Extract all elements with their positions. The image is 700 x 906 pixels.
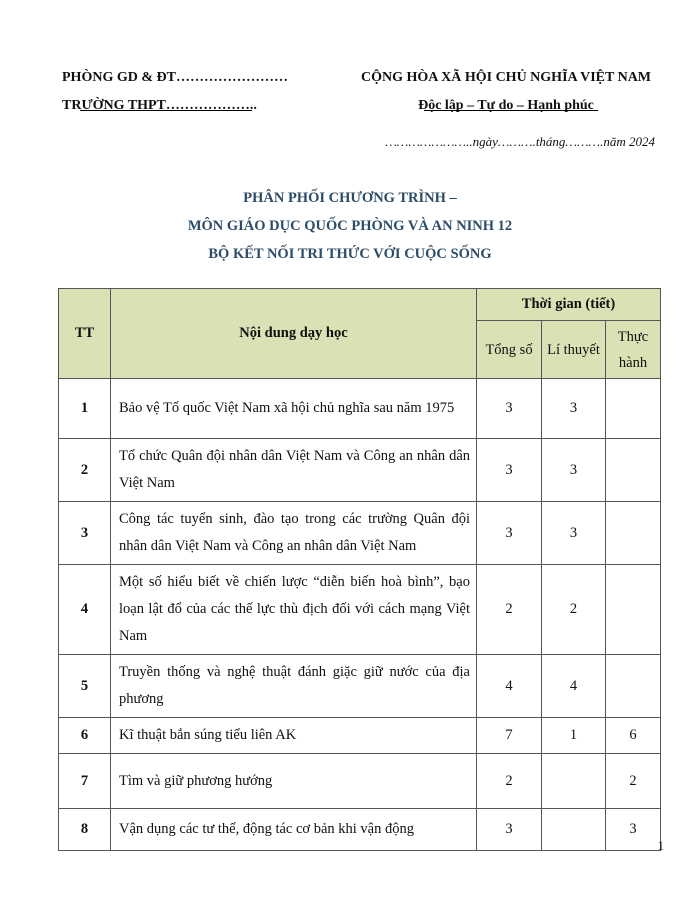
row-theory: 3 [542,502,606,565]
row-total: 3 [477,809,542,851]
row-number: 8 [59,809,111,851]
header-time: Thời gian (tiết) [477,289,661,321]
row-content: Vận dụng các tư thế, động tác cơ bản khi vận động [111,809,477,851]
motto-line: Độc lập – Tự do – Hạnh phúc [418,98,594,113]
table-row [59,439,661,502]
curriculum-table [58,288,661,851]
date-line: …………………..ngày……….tháng……….năm 2024 [385,134,655,149]
title-line-1: PHÂN PHỐI CHƯƠNG TRÌNH – [243,190,457,206]
row-number: 1 [59,379,111,439]
row-total: 7 [477,718,542,754]
row-content: Tổ chức Quân đội nhân dân Việt Nam và Công an nhân dân Việt Nam [111,439,477,502]
row-number: 5 [59,655,111,718]
row-content: Kĩ thuật bắn súng tiểu liên AK [111,718,477,754]
row-content: Bảo vệ Tổ quốc Việt Nam xã hội chủ nghĩa sau năm 1975 [111,379,477,439]
table-row [59,565,661,655]
row-theory: 4 [542,655,606,718]
header-total: Tổng số [477,321,542,379]
table-row [59,655,661,718]
row-total: 3 [477,439,542,502]
row-theory [542,754,606,809]
header-tt: TT [59,289,111,379]
table-row [59,809,661,851]
row-number: 6 [59,718,111,754]
page-number: 1 [657,838,664,853]
row-content: Một số hiểu biết về chiến lược “diễn biến hoà bình”, bạo loạn lật đổ của các thế lực thù địch đối với cách mạng Việt Nam [111,565,477,655]
nation-line: CỘNG HÒA XÃ HỘI CHỦ NGHĨA VIỆT NAM [361,70,652,85]
department-line: PHÒNG GD & ĐT…………………… [62,70,288,85]
row-total: 2 [477,754,542,809]
header-left-underline [80,110,252,111]
row-number: 7 [59,754,111,809]
row-practice [606,502,661,565]
school-line: TRƯỜNG THPT……………….. [62,98,257,113]
table-row [59,502,661,565]
header-theory: Lí thuyết [542,321,606,379]
header-right-underline [424,110,598,111]
row-theory: 3 [542,439,606,502]
row-practice [606,655,661,718]
header-left [62,64,288,120]
row-total: 2 [477,565,542,655]
row-practice [606,379,661,439]
row-practice: 2 [606,754,661,809]
row-practice [606,565,661,655]
table-row [59,379,661,439]
row-number: 2 [59,439,111,502]
row-practice: 6 [606,718,661,754]
row-practice [606,439,661,502]
document-title [0,184,700,268]
row-theory: 1 [542,718,606,754]
row-total: 3 [477,379,542,439]
table-row [59,718,661,754]
row-theory: 2 [542,565,606,655]
row-number: 4 [59,565,111,655]
row-total: 4 [477,655,542,718]
row-theory: 3 [542,379,606,439]
row-theory [542,809,606,851]
row-content: Tìm và giữ phương hướng [111,754,477,809]
title-line-2: MÔN GIÁO DỤC QUỐC PHÒNG VÀ AN NINH 12 [187,218,513,234]
header-right [361,64,651,120]
row-practice: 3 [606,809,661,851]
row-total: 3 [477,502,542,565]
header-practice: Thực hành [606,321,661,379]
title-line-3: BỘ KẾT NỐI TRI THỨC VỚI CUỘC SỐNG [208,246,492,262]
row-content: Công tác tuyển sinh, đào tạo trong các trường Quân đội nhân dân Việt Nam và Công an nhân dân Việt Nam [111,502,477,565]
table-row [59,754,661,809]
row-number: 3 [59,502,111,565]
header-content: Nội dung dạy học [111,289,477,379]
row-content: Truyền thống và nghệ thuật đánh giặc giữ nước của địa phương [111,655,477,718]
